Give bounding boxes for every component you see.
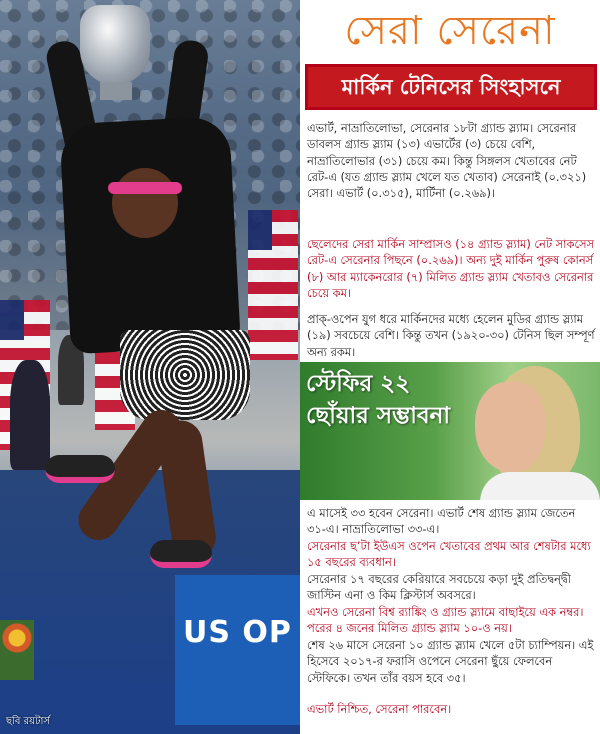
headband xyxy=(108,182,182,194)
box-title: স্টেফির ২২ ছোঁয়ার সম্ভাবনা xyxy=(306,371,451,429)
player-head xyxy=(112,168,178,238)
paragraph-1: এভার্ট, নাভ্রাতিলোভা, সেরেনার ১৮টা গ্র্যান্ড স্ল্যাম। সেরেনার ডাবলস গ্র্যান্ড স্ল্যাম (১৩) এভার্টের (৩) চেয়ে বেশি, নাভ্রাতিলোভার (৩১) চেয়ে কম। কিন্তু সিঙ্গলস খেতাবের নেট রেট-এ (যত গ্র্যান্ড স্ল্যাম খেলে যত খেতাব) সেরেনাই (০.৩২১) সেরা। এভার্ট (০.৩১৫), মার্টিনা (০.২৬৯)। xyxy=(307,121,587,201)
us-open-board xyxy=(175,575,300,725)
us-flag xyxy=(248,210,298,360)
paragraph-8: শেষ ২৬ মাসে সেরেনা ১০ গ্র্যান্ড স্ল্যাম খেলে ৫টা চ্যাম্পিয়ন। এই হিসেবে ২০১৭-র ফরাসি ওপেনে সেরেনা ছুঁয়ে ফেলবেন স্টেফিকে। তখন তাঁর বয়স হবে ৩৫। xyxy=(307,638,594,685)
headline: সেরা সেরেনা xyxy=(344,8,556,54)
article-column xyxy=(300,0,600,734)
paragraph-2: ছেলেদের সেরা মার্কিন সাম্প্রাসও (১৪ গ্র্যান্ড স্ল্যাম) নেট সাকসেস রেট-এ সেরেনার পিছনে (০.২৬৯)। অন্য দুই মার্কিন পুরুষ কোনর্স (৮) আর ম্যাকেনরোর (৭) মিলিত গ্র্যান্ড স্ল্যাম খেতাবও সেরেনার চেয়ে কম। xyxy=(307,237,595,300)
paragraph-4: এ মাসেই ৩৩ হবেন সেরেনা। এভার্ট শেষ গ্র্যান্ড স্ল্যাম জেতেন ৩১-এ। নাভ্রাতিলোভা ৩৩-এ। xyxy=(307,506,576,537)
player-skirt xyxy=(120,330,250,420)
steffi-face xyxy=(475,382,545,472)
paragraph-9: এভার্ট নিশ্চিত, সেরেনা পারবেন। xyxy=(307,702,452,716)
paragraph-7: এখনও সেরেনা বিশ্ব র‌্যাঙ্কিং ও গ্র্যান্ড স্ল্যামে বাছাইয়ে এক নম্বর। পরের ৪ জনের মিলিত গ্র্যান্ড স্ল্যাম ১০-ও নয়। xyxy=(307,605,584,636)
paragraph-3: প্রাক্-ওপেন যুগ ধরে মার্কিনদের মধ্যে হেলেন মুডির গ্র্যান্ড স্ল্যাম (১৯) সবচেয়ে বেশি। কিন্তু তখন (১৯২০-৩০) টেনিস ছিল সম্পূর্ণ অন্য রকম। xyxy=(307,312,595,359)
ball-girl xyxy=(10,360,50,470)
steffi-shirt xyxy=(480,472,600,500)
player-shoe xyxy=(150,540,212,568)
paragraph-6: সেরেনার ১৭ বছরের কেরিয়ারে সবচেয়ে কড়া দুই প্রতিদ্বন্দ্বী জাস্টিন এনা ও কিম ক্লিস্টার্স অবসরে। xyxy=(307,572,571,603)
trophy-base xyxy=(100,82,132,100)
player-shoe xyxy=(45,455,115,483)
board-text: US OP xyxy=(183,615,292,650)
flowers xyxy=(0,620,34,680)
subhead-banner xyxy=(305,64,597,110)
subhead-text: মার্কিন টেনিসের সিংহাসনে xyxy=(341,75,561,99)
paragraph-5: সেরেনার ছ’টা ইউএস ওপেন খেতাবের প্রথম আর শেষটার মধ্যে ১৫ বছরের ব্যবধান। xyxy=(307,539,591,570)
steffi-box xyxy=(300,362,600,500)
trophy-icon xyxy=(80,5,150,85)
photo-credit: ছবি রয়টার্স xyxy=(6,716,51,727)
